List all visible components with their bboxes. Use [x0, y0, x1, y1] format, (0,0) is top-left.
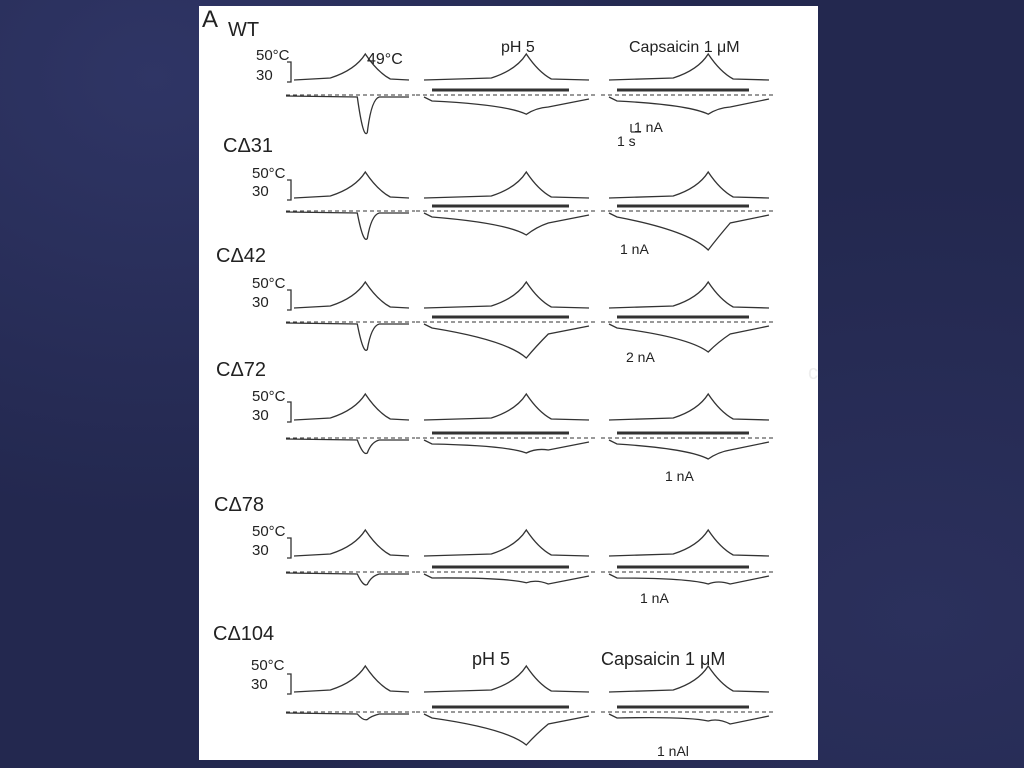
temp-ramp-r2-p0 — [294, 282, 409, 308]
current-trace-r0-p1 — [424, 97, 589, 114]
current-trace-r0-p0 — [286, 96, 409, 134]
current-scale-r1: 1 nA — [620, 241, 649, 257]
current-trace-r2-p0 — [286, 323, 409, 350]
temp-ramp-r3-p1 — [424, 394, 589, 420]
temp-ramp-r3-p0 — [294, 394, 409, 420]
current-trace-r1-p0 — [286, 212, 409, 239]
current-scale-r2: 2 nA — [626, 349, 655, 365]
temp-high-r0: 50°C — [256, 47, 290, 64]
row-label-cd31: CΔ31 — [223, 135, 274, 157]
current-trace-r4-p1 — [424, 574, 589, 584]
time-scale-label: 1 s — [617, 133, 636, 149]
temp-ramp-r5-p0 — [294, 666, 409, 692]
traces-svg — [199, 6, 818, 760]
current-trace-r3-p1 — [424, 440, 589, 453]
column-label-ph5: pH 5 — [501, 39, 535, 56]
temp-high-r5: 50°C — [251, 657, 285, 674]
temp-high-r4: 50°C — [252, 523, 286, 540]
temp-low-r5: 30 — [251, 676, 268, 693]
temp-ramp-r5-p1 — [424, 666, 589, 692]
current-trace-r1-p1 — [424, 213, 589, 235]
temp-scale-bracket-r0 — [287, 62, 291, 82]
row-label-cd104: CΔ104 — [213, 623, 275, 645]
peak-temp-label: 49°C — [367, 51, 403, 68]
figure-panel — [199, 6, 818, 760]
column-label-capsaicin: Capsaicin 1 μM — [629, 39, 740, 56]
current-trace-r4-p0 — [286, 573, 409, 585]
current-scale-r4: 1 nA — [640, 590, 669, 606]
temp-low-r1: 30 — [252, 183, 269, 200]
temp-ramp-r4-p0 — [294, 530, 409, 556]
current-trace-r5-p0 — [286, 713, 409, 720]
current-trace-r2-p2 — [609, 324, 769, 352]
column-label-ph5-bottom: pH 5 — [472, 649, 511, 669]
row-label-cd78: CΔ78 — [214, 494, 265, 516]
current-scale-r3: 1 nA — [665, 468, 694, 484]
cropped-edge-glyph: c — [808, 362, 818, 384]
temp-ramp-r0-p1 — [424, 54, 589, 80]
temp-low-r2: 30 — [252, 294, 269, 311]
current-trace-r3-p0 — [286, 439, 409, 453]
row-label-wt: WT — [228, 19, 260, 41]
temp-ramp-r1-p2 — [609, 172, 769, 198]
temp-ramp-r2-p2 — [609, 282, 769, 308]
temp-scale-bracket-r3 — [287, 402, 291, 422]
current-trace-r2-p1 — [424, 324, 589, 358]
panel-letter: A — [202, 6, 219, 33]
temp-ramp-r5-p2 — [609, 666, 769, 692]
temp-ramp-r0-p2 — [609, 54, 769, 80]
temp-high-r3: 50°C — [252, 388, 286, 405]
temp-low-r4: 30 — [252, 542, 269, 559]
current-trace-r3-p2 — [609, 440, 769, 459]
current-trace-r5-p1 — [424, 714, 589, 745]
column-label-capsaicin-bottom: Capsaicin 1 μM — [601, 649, 726, 669]
temp-ramp-r4-p2 — [609, 530, 769, 556]
current-trace-r4-p2 — [609, 574, 769, 584]
current-scale-r0: 1 nA — [634, 119, 663, 135]
row-label-cd42: CΔ42 — [216, 245, 267, 267]
temp-high-r2: 50°C — [252, 275, 286, 292]
temp-low-r0: 30 — [256, 67, 273, 84]
temp-ramp-r1-p1 — [424, 172, 589, 198]
temp-scale-bracket-r1 — [287, 180, 291, 200]
temp-low-r3: 30 — [252, 407, 269, 424]
current-scale-r5: 1 nAl — [657, 743, 689, 759]
temp-ramp-r4-p1 — [424, 530, 589, 556]
row-label-cd72: CΔ72 — [216, 359, 267, 381]
temp-ramp-r2-p1 — [424, 282, 589, 308]
temp-scale-bracket-r5 — [287, 674, 291, 694]
temp-scale-bracket-r2 — [287, 290, 291, 310]
temp-high-r1: 50°C — [252, 165, 286, 182]
temp-ramp-r3-p2 — [609, 394, 769, 420]
temp-ramp-r1-p0 — [294, 172, 409, 198]
current-trace-r5-p2 — [609, 714, 769, 724]
current-trace-r0-p2 — [609, 97, 769, 114]
temp-scale-bracket-r4 — [287, 538, 291, 558]
